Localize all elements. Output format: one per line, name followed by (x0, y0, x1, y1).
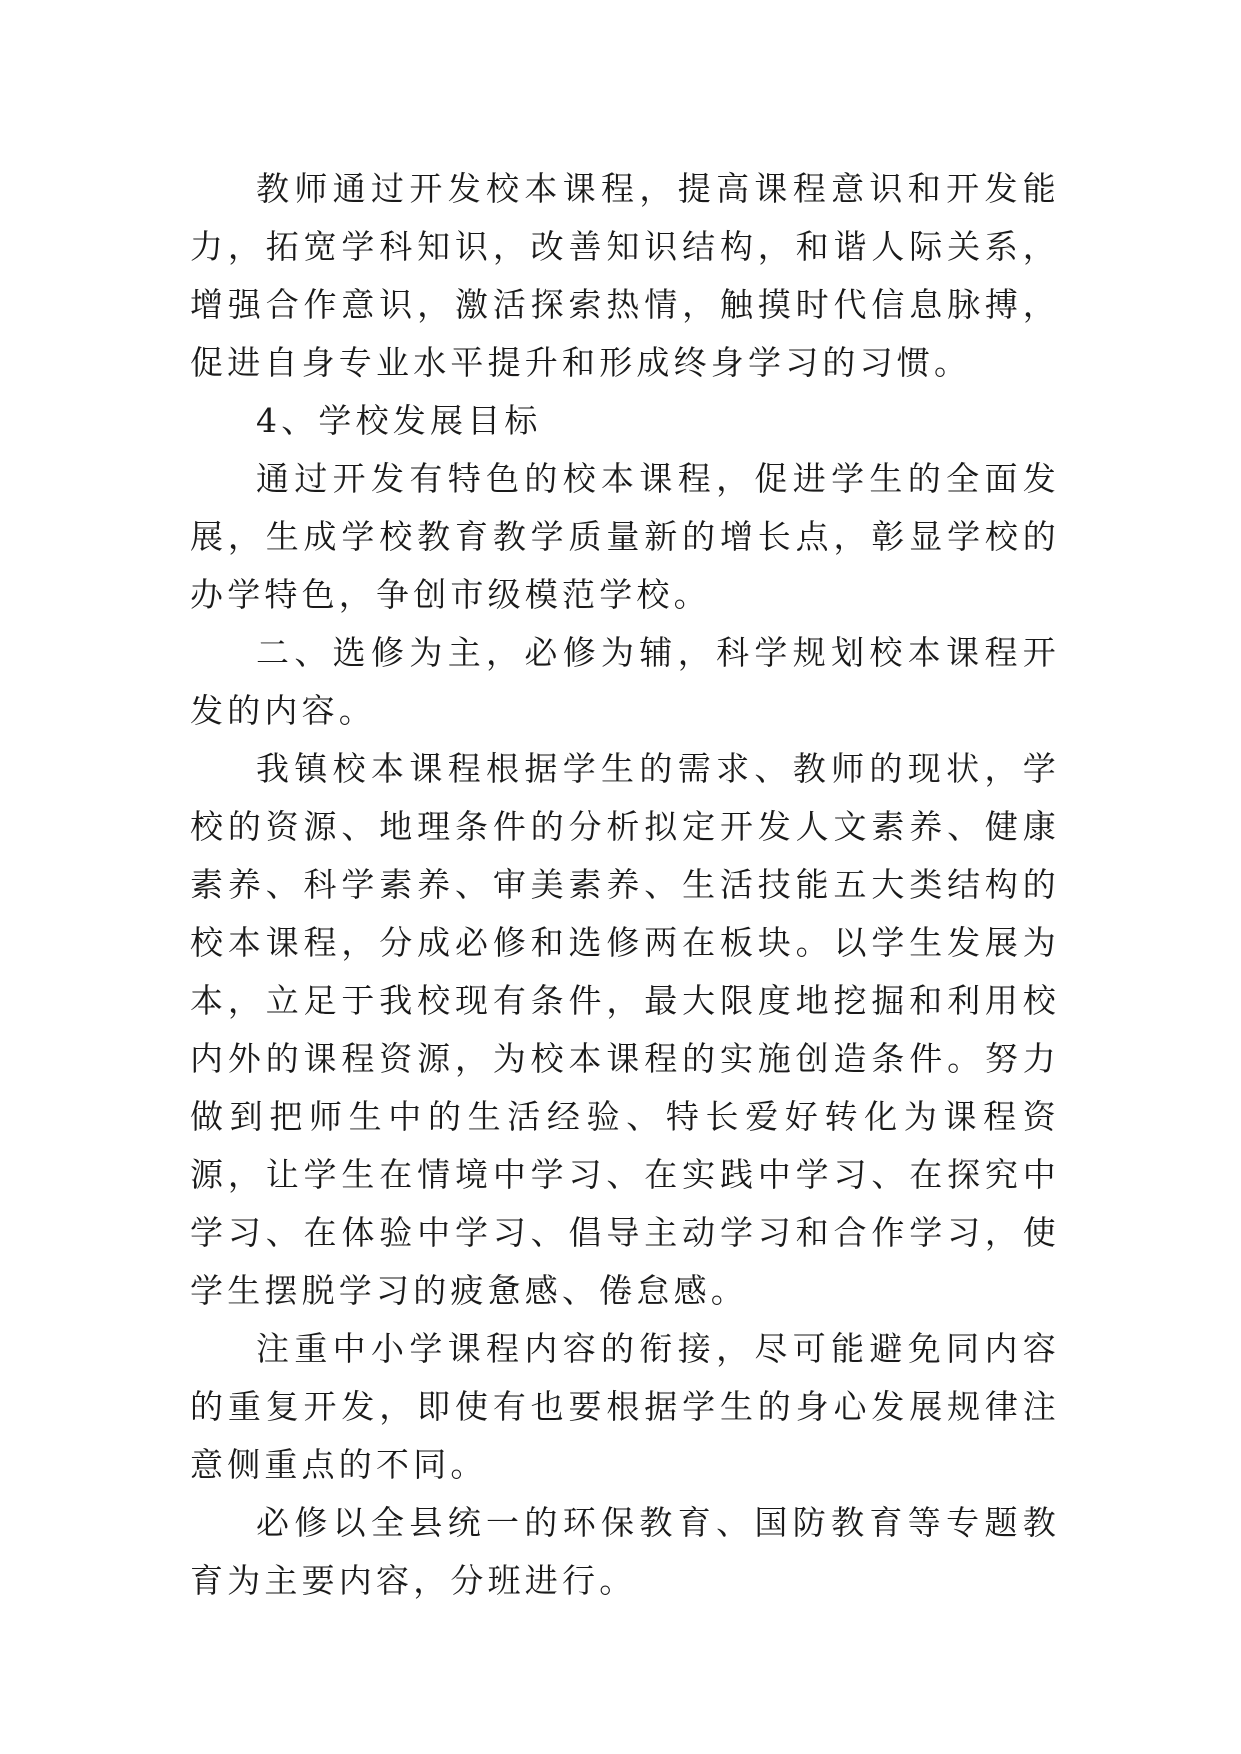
section-heading-school-goal: 4、学校发展目标 (256, 401, 542, 440)
paragraph-curriculum-connection: 注重中小学课程内容的衔接，尽可能避免同内容的重复开发，即使有也要根据学生的身心发展规律注意侧重点的不同。 (190, 1329, 1060, 1484)
paragraph-required-courses: 必修以全县统一的环保教育、国防教育等专题教育为主要内容，分班进行。 (190, 1503, 1060, 1600)
document-body (190, 160, 1060, 1610)
paragraph-school-goal: 通过开发有特色的校本课程，促进学生的全面发展，生成学校教育教学质量新的增长点，彰显学校的办学特色，争创市级模范学校。 (190, 459, 1060, 614)
paragraph-teacher-development: 教师通过开发校本课程，提高课程意识和开发能力，拓宽学科知识，改善知识结构，和谐人际关系，增强合作意识，激活探索热情，触摸时代信息脉搏，促进自身专业水平提升和形成终身学习的习惯。 (190, 169, 1060, 382)
section-heading-course-planning: 二、选修为主，必修为辅，科学规划校本课程开发的内容。 (190, 633, 1060, 730)
paragraph-course-structure: 我镇校本课程根据学生的需求、教师的现状，学校的资源、地理条件的分析拟定开发人文素养、健康素养、科学素养、审美素养、生活技能五大类结构的校本课程，分成必修和选修两在板块。以学生发展为本，立足于我校现有条件，最大限度地挖掘和利用校内外的课程资源，为校本课程的实施创造条件。努力做到把师生中的生活经验、特长爱好转化为课程资源，让学生在情境中学习、在实践中学习、在探究中学习、在体验中学习、倡导主动学习和合作学习，使学生摆脱学习的疲惫感、倦怠感。 (190, 749, 1060, 1310)
